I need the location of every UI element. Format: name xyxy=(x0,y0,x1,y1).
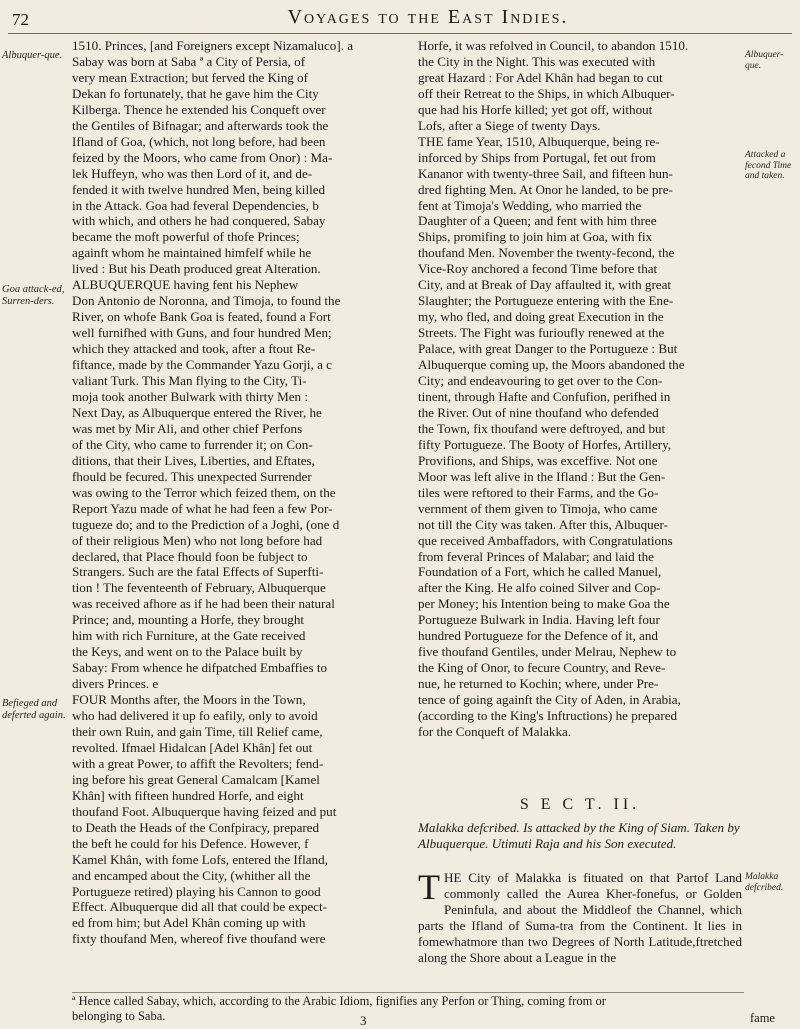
right-column xyxy=(418,38,742,740)
text-line: Don Antonio de Noronna, and Timoja, to found the xyxy=(72,293,341,309)
text-line: divers Princes. e xyxy=(72,676,159,692)
text-line: fent at Timoja's Wedding, who married the xyxy=(418,197,642,213)
text-line: fiftance, made by the Commander Yazu Gorji, a c xyxy=(72,357,332,373)
text-line: moja took another Bulwark with thirty Men : xyxy=(72,388,309,404)
text-line: Lofs, after a Siege of twenty Days. xyxy=(418,117,601,133)
text-line: Moor was left alive in the Ifland : But the Gen- xyxy=(418,468,666,484)
text-line: became the moft powerful of thofe Princes; xyxy=(72,229,300,245)
text-line: 1510. Princes, [and Foreigners except Nizamaluco]. a xyxy=(72,38,354,53)
text-line: againft whom he maintained himfelf while he xyxy=(72,245,312,261)
text-line: tugueze do; and to the Prediction of a Joghi, (one d xyxy=(72,516,340,532)
text-line: in the Attack. Goa had feveral Dependencies, b xyxy=(72,197,319,213)
page-number: 72 xyxy=(12,10,29,29)
text-line: City, and at Break of Day affaulted it, with great xyxy=(418,277,672,293)
text-line: off their Retreat to the Ships, in which Albuquer- xyxy=(418,85,675,101)
text-line: River, on whofe Bank Goa is feated, found a Fort xyxy=(72,309,331,325)
text-line: from feveral Princes of Malabar; and laid the xyxy=(418,548,654,564)
text-line: very mean Extraction; but ferved the King of xyxy=(72,69,308,85)
text-line: who had delivered it up fo eafily, only to avoid xyxy=(72,708,318,724)
text-line: fhould be fecured. This unexpected Surrender xyxy=(72,468,312,484)
left-column xyxy=(72,38,396,947)
margin-note-goa-attacked: Goa attack-ed, Surren-ders. xyxy=(2,284,65,307)
text-line: ditions, that their Lives, Liberties, and Eftates, xyxy=(72,452,315,468)
text-line: of the City, who came to furrender it; on Con- xyxy=(72,436,313,452)
text-line: Provifions, and Ships, was exceffive. Not one xyxy=(418,452,658,468)
text-line: lek Huffeyn, who was then Lord of it, and de- xyxy=(72,165,313,181)
text-line: and encamped about the City, (whither all the xyxy=(72,867,311,883)
text-line: ing before his great General Camalcam [Kamel xyxy=(72,771,320,787)
text-line: the River. Out of nine thoufand who defended xyxy=(418,404,659,420)
text-line: declared, that Place fhould foon be fubject to xyxy=(72,548,308,564)
text-line: Vice-Roy anchored a fecond Time before that xyxy=(418,261,658,277)
text-line: Report Yazu made of what he had feen a few Por- xyxy=(72,500,333,516)
text-line: feized by the Moors, who came from Onor) : Ma- xyxy=(72,149,333,165)
catchword: fame xyxy=(750,1011,775,1025)
text-line: the King of Onor, to fecure Country, and Reve- xyxy=(418,660,666,676)
text-line: Sabay: From whence he difpatched Embaffies to xyxy=(72,660,328,676)
text-line: tinent, through Hafte and Confufion, perifhed in xyxy=(418,388,671,404)
text-line: to Death the Heads of the Confpiracy, prepared xyxy=(72,819,320,835)
margin-note-malakka: Malakka defcribed. xyxy=(745,872,784,893)
text-line: Dekan fo fortunately, that he gave him the City xyxy=(72,85,319,101)
text-line: valiant Turk. This Man flying to the City, Ti- xyxy=(72,373,307,389)
text-line: Strangers. Such are the fatal Effects of Superfti- xyxy=(72,564,324,580)
text-line: Portugueze Bulwark in India. Having left four xyxy=(418,612,660,628)
margin-note-besieged: Befieged and deferted again. xyxy=(2,698,66,721)
text-line: tence of going againft the City of Aden, in Arabia, xyxy=(418,692,681,708)
section-text-line: ftretched along the Shore about a League in the xyxy=(418,933,742,965)
text-line: lived : But his Death produced great Alteration. xyxy=(72,261,321,277)
text-line: thoufand Foot. Albuquerque having feized and put xyxy=(72,803,337,819)
footnote-rule xyxy=(72,992,744,993)
text-line: THE fame Year, 1510, Albuquerque, being re- xyxy=(418,133,660,149)
text-line: the beft he could for his Defence. However, f xyxy=(72,835,309,851)
margin-note-albuquerque: Albuquer-que. xyxy=(2,50,63,61)
section-summary: Malakka defcribed. Is attacked by the King of Siam. Taken by Albuquerque. Utimuti Raja and his Son executed. xyxy=(418,820,740,851)
text-line: my, who fled, and doing great Execution in the xyxy=(418,309,664,325)
text-line: Effect. Albuquerque did all that could be expect- xyxy=(72,899,327,915)
text-line: for the Conqueft of Malakka. xyxy=(418,723,572,739)
text-line: tion ! The feventeenth of February, Albuquerque xyxy=(72,580,326,596)
text-line: Palace, with great Danger to the Portugueze : But xyxy=(418,341,678,357)
text-line: was owing to the Terror which feized them, on the xyxy=(72,484,336,500)
text-line: hundred Portugueze for the Defence of it, and xyxy=(418,628,658,644)
text-line: with a great Power, to affift the Revolters; fend- xyxy=(72,755,324,771)
text-line: que had his Horfe killed; yet got off, without xyxy=(418,101,653,117)
text-line: fifty Portugueze. The Booty of Horfes, Artillery, xyxy=(418,436,672,452)
margin-note-right-albuquerque: Albuquer-que. xyxy=(745,50,784,71)
text-line: Albuquerque coming up, the Moors abandoned the xyxy=(418,357,685,373)
text-line: fixty thoufand Men, whereof five thoufand were xyxy=(72,931,326,947)
section-text-line: fonefus, or Golden Peninfula, and about the Middle xyxy=(444,885,742,917)
text-line: was met by Mir Ali, and other chief Perfons xyxy=(72,420,303,436)
text-line: which they attacked and took, after a ftout Re- xyxy=(72,341,316,357)
text-line: Kilberga. Thence he extended his Conqueft over xyxy=(72,101,326,117)
text-line: Daughter of a Queen; and fent with him three xyxy=(418,213,657,229)
running-title: Voyages to the East Indies. xyxy=(287,6,569,28)
text-line: great Hazard : For Adel Khân had began to cut xyxy=(418,69,663,85)
text-line: Portugueze retired) playing his Cannon to good xyxy=(72,883,321,899)
text-line: que received Ambaffadors, with Congratulations xyxy=(418,532,673,548)
text-line: vernment of them given to Timoja, who came xyxy=(418,500,658,516)
text-line: ALBUQUERQUE having fent his Nephew xyxy=(72,277,299,293)
text-line: their own Ruin, and gain Time, till Relief came, xyxy=(72,723,323,739)
text-line: thoufand Men. November the twenty-fecond, the xyxy=(418,245,675,261)
text-line: fended it with twelve hundred Men, being killed xyxy=(72,181,326,197)
text-line: the Town, fix thoufand were deftroyed, and but xyxy=(418,420,666,436)
text-line: Horfe, it was refolved in Council, to abandon 1510. xyxy=(418,38,689,53)
text-line: with which, and others he had conquered, Sabay xyxy=(72,213,326,229)
text-line: was received afhore as if he had been their natural xyxy=(72,596,335,612)
section-text-line: of the Channel, which parts the Ifland of Suma- xyxy=(418,901,742,933)
text-line: Sabay was born at Saba ª a City of Persia, of xyxy=(72,53,306,69)
text-line: FOUR Months after, the Moors in the Town, xyxy=(72,692,306,708)
text-line: Slaughter; the Portugueze entering with the Ene- xyxy=(418,293,674,309)
section-text-line: more than two Degrees of North Latitude, xyxy=(470,933,696,949)
text-line: Foundation of a Fort, which he called Manuel, xyxy=(418,564,662,580)
footnote xyxy=(72,994,772,1024)
footnote-text: ª Hence called Sabay, which, according to the Arabic Idiom, fignifies any Perfon or Thing, coming from or xyxy=(72,994,606,1008)
page-header xyxy=(8,4,792,34)
drop-cap: T xyxy=(418,867,440,907)
section-text-line: of Land commonly called the Aurea Kher- xyxy=(444,870,742,901)
text-line: Next Day, as Albuquerque entered the River, he xyxy=(72,404,322,420)
text-line: Khân] with fifteen hundred Horfe, and eight xyxy=(72,787,304,803)
text-line: him with rich Furniture, at the Gate received xyxy=(72,628,306,644)
text-line: after the King. He alfo coined Silver and Cop- xyxy=(418,580,661,596)
text-line: tiles were reftored to their Farms, and the Go- xyxy=(418,484,659,500)
header-rule xyxy=(8,33,792,34)
text-line: nue, he returned to Kochin; where, under Pre- xyxy=(418,676,659,692)
text-line: the Keys, and went on to the Palace built by xyxy=(72,644,303,660)
text-line: Streets. The Fight was furioufly renewed at the xyxy=(418,325,665,341)
footnote-text-2: belonging to Saba. xyxy=(72,1009,166,1023)
margin-note-attacked-second: Attacked a fecond Time and taken. xyxy=(745,150,792,181)
text-line: dred fighting Men. At Onor he landed, to be pre- xyxy=(418,181,673,197)
text-line: not till the City was taken. After this, Albuquer- xyxy=(418,516,668,532)
text-line: well furnifhed with Guns, and four hundred Men; xyxy=(72,325,332,341)
text-line: ed from him; but Adel Khân coming up with xyxy=(72,915,306,931)
text-line: inforced by Ships from Portugal, fet out from xyxy=(418,149,656,165)
text-line: City; and endeavouring to get over to the Con- xyxy=(418,373,663,389)
signature-mark: 3 xyxy=(360,1013,367,1028)
text-line: Prince; and, mounting a Horfe, they brought xyxy=(72,612,304,628)
text-line: Ifland of Goa, (which, not long before, had been xyxy=(72,133,326,149)
text-line: of their religious Men) who not long before had xyxy=(72,532,323,548)
text-line: Kananor with twenty-three Sail, and fifteen hun- xyxy=(418,165,673,181)
section-body xyxy=(418,867,743,966)
text-line: (according to the King's Inftructions) he prepared xyxy=(418,708,678,724)
text-line: Kamel Khân, with fome Lofs, entered the Ifland, xyxy=(72,851,328,867)
text-line: five thoufand Gentiles, under Melrau, Nephew to xyxy=(418,644,677,660)
section-text-line: HE City of Malakka is fituated on that Part xyxy=(444,870,698,885)
text-line: the Gentiles of Bifnagar; and afterwards took the xyxy=(72,117,329,133)
section-title: S E C T. II. xyxy=(519,796,641,813)
text-line: revolted. Ifmael Hidalcan [Adel Khân] fet out xyxy=(72,739,313,755)
text-line: the City in the Night. This was executed with xyxy=(418,53,656,69)
section-text-line: tra from the Continent. It lies in fomewhat xyxy=(418,917,743,949)
text-line: per Money; his Intention being to make Goa the xyxy=(418,596,670,612)
text-line: Ships, promifing to join him at Goa, with fix xyxy=(418,229,653,245)
